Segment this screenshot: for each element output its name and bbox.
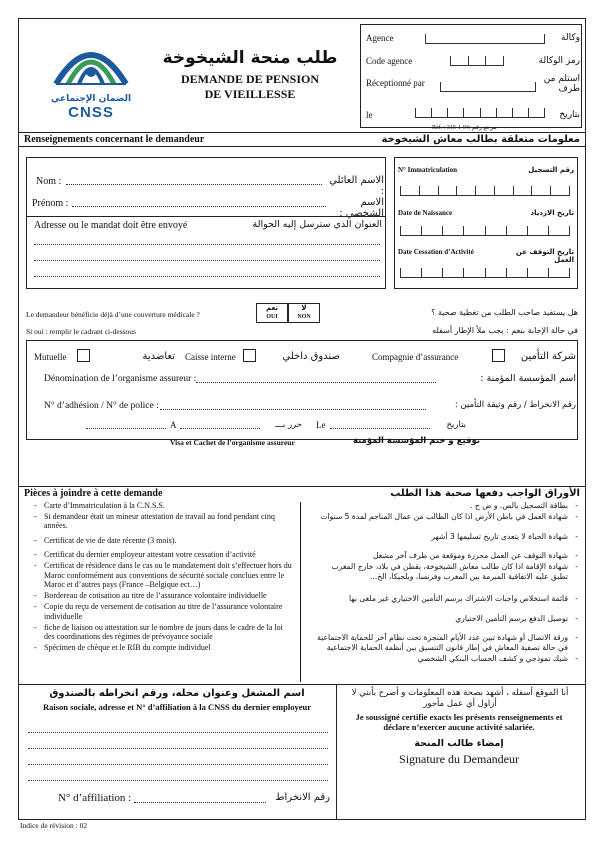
title-arabic: طلب منحة الشيخوخة xyxy=(162,48,338,68)
prenom-label: Prénom : xyxy=(32,198,69,209)
declaration-ar: أنا الموقع أسفله ، أشهد بصحة هذه المعلومات و أصرح بأنني لا أزاول أي عمل مأجور xyxy=(351,688,569,709)
signature-area[interactable] xyxy=(344,770,574,816)
code-agence-field[interactable] xyxy=(450,56,504,66)
reference: Réf. : 315-1-04: مرجع رقم xyxy=(432,125,497,131)
employer-line-1[interactable] xyxy=(28,732,328,733)
employer-title: Raison sociale, adresse et N° d’affiliation à la CNSS du dernier employeur xyxy=(43,702,311,712)
piece-ar-4: - شهادة التوقف عن العمل محررة وموقعة من طرف آخر مشغل xyxy=(306,551,578,561)
title-french-2: DE VIEILLESSE xyxy=(204,87,296,101)
caisse-label: Caisse interne xyxy=(185,352,236,362)
naissance-label: Date de Naissance xyxy=(398,209,453,217)
compagnie-label-ar: شركة التأمين xyxy=(520,351,576,362)
receptionne-label-ar: استلم من طرف xyxy=(543,74,580,94)
affiliation-field[interactable] xyxy=(134,802,266,803)
title-french-1: DEMANDE DE PENSION xyxy=(180,72,319,86)
piece-fr-4: - Certificat du dernier employeur attestant votre cessation d’activité xyxy=(34,550,292,560)
logo-mark-icon xyxy=(46,32,136,92)
adhesion-field[interactable] xyxy=(160,409,426,410)
non-label-ar: لا xyxy=(301,304,307,312)
prenom-field[interactable] xyxy=(72,206,326,207)
nom-label-ar: الاسم العائلي : xyxy=(329,175,384,197)
adhesion-label-ar: رقم الانخراط / رقم وثيقة التأمين : xyxy=(454,400,576,410)
piece-ar-6: - قائمة استخلاص واجبات الاشتراك برسم التأمين الاختياري غير ملغى بها xyxy=(306,594,578,604)
pieces-rule xyxy=(18,486,586,487)
adresse-label-ar: العنوان الذي سترسل إليه الحوالة xyxy=(252,219,382,230)
caisse-label-ar: صندوق داخلي xyxy=(282,351,340,362)
declaration-fr: Je soussigné certifie exacts les présents renseignements et déclare n’exercer aucune activité salariée. xyxy=(355,712,563,732)
cnss-logo xyxy=(46,32,136,122)
pieces-divider xyxy=(300,502,301,682)
piece-fr-5: - Certificat de résidence dans le cas ou le mandatement doit s’effectuer hors du Maroc conformément aux conventions de sécurité sociale conclues entre le Maroc et d’autres pays (France –Belgique ect…) xyxy=(34,561,292,590)
piece-ar-1: - بطاقة التسجيل بالص. و ض ج . xyxy=(306,501,578,511)
code-agence-label: Code agence xyxy=(366,56,413,66)
piece-ar-5: - شهادة الإقامة اذا كان طالب معاش الشيخوخة، يقطن في بلاد، خارج المغرب تطبق عليه الاتفاقية المبرمة بين المغرب وفرنسا، وبلجيكا، الخ... xyxy=(306,562,578,582)
piece-fr-2: - Si demandeur était un mineur attestation de travail au fond pendant cinq années. xyxy=(34,512,292,531)
pieces-title-ar: الأوراق الواجب دفعها صحبة هذا الطلب xyxy=(390,488,580,499)
affiliation-label-ar: رقم الانخراط xyxy=(275,792,330,803)
nom-field[interactable] xyxy=(66,184,322,185)
piece-ar-7: - توصيل الدفع برسم التأمين الاختياري xyxy=(306,614,578,624)
bottom-divider xyxy=(336,684,337,820)
address-line-2[interactable] xyxy=(34,260,380,261)
naissance-label-ar: تاريخ الازدياد xyxy=(530,209,574,217)
piece-ar-3: - شهادة الحياة لا يتعدى تاريخ تسليمها 3 أشهر xyxy=(306,532,578,542)
address-rule xyxy=(26,216,386,217)
denomination-field[interactable] xyxy=(196,382,436,383)
mutuelle-label: Mutuelle xyxy=(34,352,67,362)
cessation-field[interactable] xyxy=(400,268,570,278)
cessation-label: Date Cessation d’Activité xyxy=(398,248,474,256)
immat-label: N° Immatriculation xyxy=(398,166,457,174)
receptionne-field[interactable] xyxy=(440,82,536,92)
piece-ar-8: - ورقة الاتصال أو شهادة تبين عدد الأيام المنجزة تحت نظام آخر للحماية الاجتماعية في حالة تصفية المعاش في إطار قانون التنسيق بين أنظمة الحماية الاجتماعية xyxy=(306,633,578,653)
employer-line-2[interactable] xyxy=(28,748,328,749)
denomination-label: Dénomination de l’organisme assureur : xyxy=(44,374,197,384)
couverture-question-ar: هل يستفيد صاحب الطلب من تغطية صحية ؟ xyxy=(431,308,578,317)
a-place-field-2[interactable] xyxy=(180,428,260,429)
non-label: NON xyxy=(297,314,311,320)
compagnie-label: Compagnie d’assurance xyxy=(372,352,459,362)
immat-field[interactable] xyxy=(400,186,570,196)
agence-field[interactable] xyxy=(425,34,545,44)
employer-title-ar: اسم المشغل وعنوان محله، ورقم انخراطه بالصندوق xyxy=(49,688,305,699)
piece-fr-9: - Spécimen de chèque et le RIB du compte individuel xyxy=(34,643,292,653)
reception-date-field[interactable] xyxy=(415,108,545,118)
insurer-le-label: Le xyxy=(316,420,326,430)
section1-rule xyxy=(18,132,586,133)
address-line-3[interactable] xyxy=(34,276,380,277)
section1-title-ar: معلومات متعلقة بطالب معاش الشيخوخة xyxy=(381,134,580,145)
employer-line-3[interactable] xyxy=(28,764,328,765)
si-oui-note-ar: في حالة الإجابة بنعم : يجب ملأ الإطار أسفله xyxy=(432,326,578,335)
naissance-field[interactable] xyxy=(400,226,570,236)
compagnie-checkbox[interactable] xyxy=(492,349,505,362)
agence-label: Agence xyxy=(366,33,394,43)
le-label-ar: بتاريخ xyxy=(559,110,580,120)
piece-ar-2: - شهادة العمل في باطن الأرض اذا كان الطالب من عمال المناجم لمدة 5 سنوات xyxy=(306,512,578,522)
signature-label-ar: إمضاء طالب المنحة xyxy=(414,738,504,749)
agence-label-ar: وكالة xyxy=(561,33,580,43)
pieces-list-ar xyxy=(306,501,578,664)
adhesion-label: N° d’adhésion / N° de police : xyxy=(44,401,159,411)
si-oui-note: Si oui : remplir le cadrant ci-dessous xyxy=(26,327,136,336)
pieces-list-fr xyxy=(34,501,292,652)
pieces-title: Pièces à joindre à cette demande xyxy=(24,488,163,499)
section1-title-rule xyxy=(18,146,586,147)
mutuelle-label-ar: تعاضدية xyxy=(142,351,175,362)
oui-box[interactable] xyxy=(256,303,288,323)
insurer-date-field[interactable] xyxy=(330,428,430,429)
oui-label-ar: نعم xyxy=(265,304,279,312)
insurer-le-label-ar: بتاريخ xyxy=(446,420,466,430)
piece-fr-3: - Certificat de vie de date récente (3 mois). xyxy=(34,536,292,546)
mutuelle-checkbox[interactable] xyxy=(77,349,90,362)
couverture-question: Le demandeur bénéficie déjà d’une couverture médicale ? xyxy=(26,310,200,319)
visa-label-ar: توقيع و ختم المؤسسة المؤمنة xyxy=(352,436,480,446)
affiliation-label: N° d’affiliation : xyxy=(58,792,132,804)
immat-label-ar: رقم التسجيل xyxy=(528,166,574,174)
employer-line-4[interactable] xyxy=(28,780,328,781)
signature-label: Signature du Demandeur xyxy=(399,752,519,766)
prenom-label-ar: الاسم الشخصي : xyxy=(339,197,384,219)
cessation-label-ar: تاريخ التوقف عن العمل xyxy=(515,248,574,264)
section1-title: Renseignements concernant le demandeur xyxy=(24,134,205,145)
harrar-label: حرر بـــ xyxy=(275,420,302,430)
piece-fr-8: - fiche de liaison ou attestation sur le nombre de jours dans le cadre de la loi des coordinations des régimes de prévoyance sociale xyxy=(34,623,292,642)
denomination-label-ar: اسم المؤسسة المؤمنة : xyxy=(480,373,576,384)
nom-label: Nom : xyxy=(36,176,62,187)
address-line-1[interactable] xyxy=(34,244,380,245)
adresse-label: Adresse ou le mandat doit être envoyé xyxy=(34,220,188,231)
non-box[interactable] xyxy=(288,303,320,323)
receptionne-label: Réceptionné par xyxy=(366,78,425,88)
caisse-checkbox[interactable] xyxy=(243,349,256,362)
piece-ar-9: - شيك نموذجي و كشف الحساب البنكي الشخصي xyxy=(306,654,578,664)
piece-fr-1: - Carte d’Immatriculation à la C.N.S.S. xyxy=(34,501,292,511)
code-agence-label-ar: رمز الوكالة xyxy=(538,56,580,66)
revision-index: Indice de révision : 02 xyxy=(20,821,88,830)
piece-fr-6: - Bordereau de cotisation au titre de l’assurance volontaire individuelle xyxy=(34,591,292,601)
logo-arabic: الضمان الإجتماعي xyxy=(50,94,132,104)
a-place-field[interactable] xyxy=(86,428,166,429)
logo-cnss: CNSS xyxy=(68,104,114,121)
bottom-rule xyxy=(18,684,586,685)
title-block xyxy=(160,48,340,102)
visa-label: Visa et Cachet de l’organisme assureur xyxy=(170,438,295,447)
a-label: A xyxy=(170,420,177,430)
piece-fr-7: - Copie du reçu de versement de cotisation au titre de l’assurance volontaire individuelle xyxy=(34,602,292,621)
le-label: le xyxy=(366,110,373,120)
oui-label: OUI xyxy=(266,314,278,320)
